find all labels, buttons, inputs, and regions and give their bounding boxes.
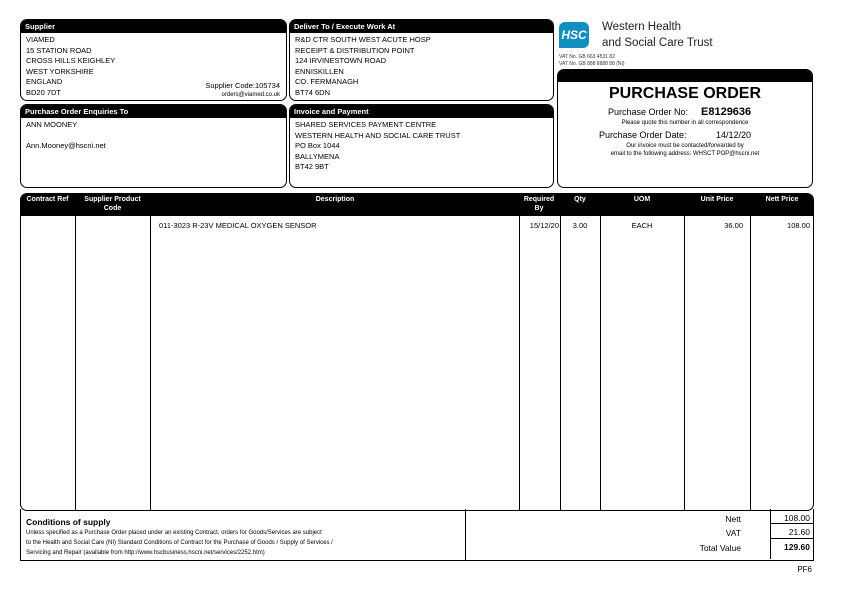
column-divider bbox=[600, 216, 601, 510]
invoice-box bbox=[289, 104, 554, 188]
enquiries-email: Ann.Mooney@hscni.net bbox=[26, 140, 106, 150]
enquiries-header: Purchase Order Enquiries To bbox=[21, 105, 286, 118]
deliver-to-box bbox=[289, 19, 554, 101]
cell-unit-price: 36.00 bbox=[724, 221, 743, 230]
supplier-line: 15 STATION ROAD bbox=[26, 45, 92, 55]
deliver-to-header: Deliver To / Execute Work At bbox=[290, 20, 553, 33]
enquiries-box bbox=[20, 104, 287, 188]
cell-nett-price: 108.00 bbox=[787, 221, 810, 230]
vat-value: 21.60 bbox=[788, 527, 810, 537]
column-divider bbox=[750, 216, 751, 510]
enquiries-name: ANN MOONEY bbox=[26, 120, 78, 129]
col-header-required-by: Required By bbox=[523, 196, 555, 212]
hsc-logo: HSC bbox=[559, 22, 589, 48]
vat-label: VAT bbox=[725, 528, 741, 538]
col-header-unit-price: Unit Price bbox=[700, 196, 734, 203]
deliver-line: CO. FERMANAGH bbox=[295, 77, 359, 86]
invoice-line: BT42 9BT bbox=[295, 162, 329, 171]
conditions-title: Conditions of supply bbox=[26, 517, 111, 527]
supplier-header: Supplier bbox=[21, 20, 286, 33]
trust-name-line1: Western Health bbox=[602, 21, 682, 33]
cell-required-by: 15/12/20 bbox=[529, 221, 559, 230]
column-divider bbox=[684, 216, 685, 510]
supplier-email: orders@viamed.co.uk bbox=[221, 92, 280, 98]
column-divider bbox=[150, 216, 151, 510]
supplier-box bbox=[20, 19, 287, 101]
email-note-2: email to the following address: WHSCT POP@hscni.net bbox=[610, 151, 760, 157]
column-divider bbox=[560, 216, 561, 510]
deliver-line: ENNISKILLEN bbox=[295, 66, 344, 76]
cell-uom: EACH bbox=[631, 221, 653, 230]
invoice-line: BALLYMENA bbox=[295, 151, 340, 161]
conditions-text: Servicing and Repair (available from http://www.hscbusiness.hscni.net/services/2252.htm) bbox=[26, 550, 265, 556]
supplier-line: ENGLAND bbox=[26, 77, 63, 86]
page-code: PF6 bbox=[797, 565, 812, 574]
total-value: 129.60 bbox=[784, 542, 810, 552]
col-header-nett-price: Nett Price bbox=[765, 196, 799, 203]
cell-qty: 3.00 bbox=[572, 221, 588, 230]
supplier-code: Supplier Code:105734 bbox=[205, 81, 280, 90]
col-header-description: Description bbox=[315, 196, 355, 203]
email-note-1: Our invoice must be contacted/forwarded by bbox=[626, 143, 744, 149]
purchase-order-box bbox=[557, 69, 813, 188]
conditions-divider bbox=[465, 509, 466, 560]
deliver-line: BT74 6DN bbox=[295, 87, 331, 97]
total-label: Total Value bbox=[699, 543, 741, 553]
purchase-order-title: PURCHASE ORDER bbox=[608, 85, 761, 102]
column-divider bbox=[75, 216, 76, 510]
totals-label-divider bbox=[770, 509, 771, 559]
trust-name-line2: and Social Care Trust bbox=[602, 37, 713, 49]
totals-rule bbox=[771, 538, 813, 539]
order-footer bbox=[20, 509, 814, 561]
column-divider bbox=[519, 216, 520, 510]
supplier-line: VIAMED bbox=[26, 35, 55, 44]
nett-label: Nett bbox=[725, 514, 741, 524]
col-header-supplier-code: Supplier Product Code bbox=[84, 196, 141, 212]
order-items-table bbox=[20, 193, 814, 511]
deliver-line: R&D CTR SOUTH WEST ACUTE HOSP bbox=[295, 35, 431, 44]
order-number-label: Purchase Order No: bbox=[608, 107, 689, 117]
nett-value: 108.00 bbox=[784, 513, 810, 523]
col-header-uom: UOM bbox=[633, 196, 651, 203]
conditions-text: to the Health and Social Care (NI) Standard Conditions of Contract for the Purchase of Goods / Supply of Services / bbox=[26, 540, 333, 546]
supplier-line: CROSS HILLS KEIGHLEY bbox=[26, 56, 116, 65]
invoice-header: Invoice and Payment bbox=[290, 105, 553, 118]
totals-rule bbox=[771, 523, 813, 524]
cell-description: 011-3023 R-23V MEDICAL OXYGEN SENSOR bbox=[159, 221, 317, 230]
col-header-contract-ref: Contract Ref bbox=[26, 196, 69, 203]
supplier-line: BD20 7DT bbox=[26, 87, 62, 97]
invoice-line: SHARED SERVICES PAYMENT CENTRE bbox=[295, 120, 437, 129]
vat-number-ni: VAT No. GB 888 8888 88 (NI) bbox=[559, 61, 625, 67]
quote-note: Please quote this number in all correspondence bbox=[621, 120, 749, 126]
conditions-text: Unless specified as a Purchase Order placed under an existing Contract, orders for Goods/Services are subject bbox=[26, 530, 322, 536]
invoice-line: WESTERN HEALTH AND SOCIAL CARE TRUST bbox=[295, 130, 461, 140]
col-header-qty: Qty bbox=[574, 196, 586, 203]
order-number: E8129636 bbox=[701, 106, 752, 118]
order-date-label: Purchase Order Date: bbox=[599, 130, 687, 140]
deliver-line: 124 IRVINESTOWN ROAD bbox=[295, 56, 386, 65]
vat-number: VAT No. GB 663 4531 82 bbox=[559, 54, 615, 60]
deliver-line: RECEIPT & DISTRIBUTION POINT bbox=[295, 45, 415, 55]
supplier-line: WEST YORKSHIRE bbox=[26, 66, 94, 76]
order-date: 14/12/20 bbox=[716, 130, 752, 140]
invoice-line: PO Box 1044 bbox=[295, 141, 340, 150]
